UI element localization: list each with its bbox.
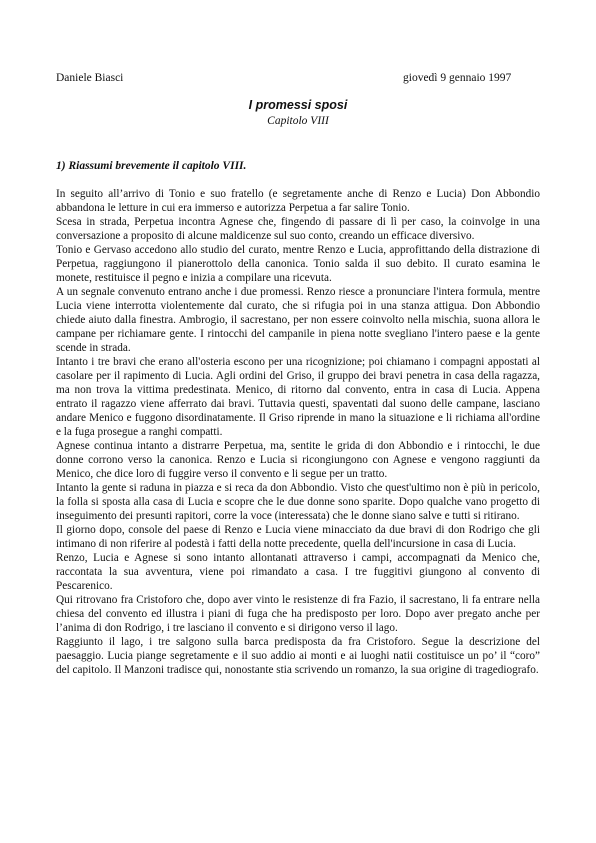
- paragraph: Intanto la gente si raduna in piazza e si reca da don Abbondio. Visto che quest'ultimo non è più in pericolo, la folla si sposta alla casa di Lucia e scopre che le due donne sono sparite. Dopo qualche vano progetto di inseguimento dei presunti rapitori, corre la voce (interessata) che le donne siano salve e tutti si ritirano.: [56, 482, 540, 522]
- paragraph: Renzo, Lucia e Agnese si sono intanto allontanati attraverso i campi, accompagnati da Menico che, raccontata la sua avventura, viene poi rimandato a casa. I tre fuggitivi giungono al convento di Pescarenico.: [56, 552, 540, 592]
- paragraph: A un segnale convenuto entrano anche i due promessi. Renzo riesce a pronunciare l'intera formula, mentre Lucia viene interrotta violentemente dal curato, che si rifugia poi in una stanza attigua. Don Abbondio chiede aiuto dalla finestra. Ambrogio, il sacrestano, per non essere coinvolto nella mischia, suona allora le campane per richiamare gente. I rintocchi del campanile in piena notte svegliano l'intero paese e la gente scende in strada.: [56, 286, 540, 354]
- document-date: giovedì 9 gennaio 1997: [403, 72, 512, 84]
- author-name: Daniele Biasci: [56, 72, 124, 84]
- paragraph: Il giorno dopo, console del paese di Renzo e Lucia viene minacciato da due bravi di don Rodrigo che gli intimano di non riferire al podestà i fatti della notte precedente, quella dell'incursione in casa di Lucia.: [56, 524, 540, 550]
- paragraph: Qui ritrovano fra Cristoforo che, dopo aver vinto le resistenze di fra Fazio, il sacrestano, li fa entrare nella chiesa del convento ed illustra i piani di fuga che ha predisposto per loro. Dopo aver pregato anche per l’anima di don Rodrigo, i tre lasciano il convento e si dirigono verso il lago.: [56, 594, 540, 634]
- paragraph: In seguito all’arrivo di Tonio e suo fratello (e segretamente anche di Renzo e Lucia) Don Abbondio abbandona le letture in cui era immerso e autorizza Perpetua a far salire Tonio.: [56, 188, 540, 214]
- paragraph: Scesa in strada, Perpetua incontra Agnese che, fingendo di passare di lì per caso, la coinvolge in una conversazione a proposito di alcune maldicenze sul suo conto, creando un efficace diversivo.: [56, 216, 540, 242]
- document-title: I promessi sposi: [248, 98, 348, 112]
- paragraph: Raggiunto il lago, i tre salgono sulla barca predisposta da fra Cristoforo. Segue la descrizione del paesaggio. Lucia piange segretamente e il suo addio ai monti e ai luoghi natii costituisce un po’ il “coro” del capitolo. Il Manzoni tradisce qui, nonostante stia scrivendo un romanzo, la sua origine di tragediografo.: [56, 636, 540, 676]
- chapter-subtitle: Capitolo VIII: [267, 115, 329, 127]
- paragraph: Agnese continua intanto a distrarre Perpetua, ma, sentite le grida di don Abbondio e i rintocchi, le due donne corrono verso la canonica. Renzo e Lucia si ricongiungono con Agnese e vengono raggiunti da Menico, che dice loro di fuggire verso il convento e li segue per un tratto.: [56, 440, 540, 480]
- summary-body: [56, 187, 540, 677]
- paragraph: Intanto i tre bravi che erano all'osteria escono per una ricognizione; poi chiamano i compagni appostati al casolare per il rapimento di Lucia. Agli ordini del Griso, il gruppo dei bravi penetra in casa della ragazza, ma non trova la vittima predestinata. Menico, di ritorno dal convento, entra in casa di Lucia. Appena entrato il ragazzo viene afferrato dai bravi. Tuttavia questi, spaventati dal suono delle campane, lasciano andare Menico e fuggono disordinatamente. Il Griso riprende in mano la situazione e li richiama all'ordine e la fuga prosegue a ranghi compatti.: [56, 356, 540, 438]
- page-header: [56, 71, 540, 87]
- paragraph: Tonio e Gervaso accedono allo studio del curato, mentre Renzo e Lucia, approfittando della distrazione di Perpetua, raggiungono il pianerottolo della canonica. Tonio salda il suo debito. Il curato esamina le monete, restituisce il pegno e inizia a compilare una ricevuta.: [56, 244, 540, 284]
- question-heading: 1) Riassumi brevemente il capitolo VIII.: [56, 160, 247, 172]
